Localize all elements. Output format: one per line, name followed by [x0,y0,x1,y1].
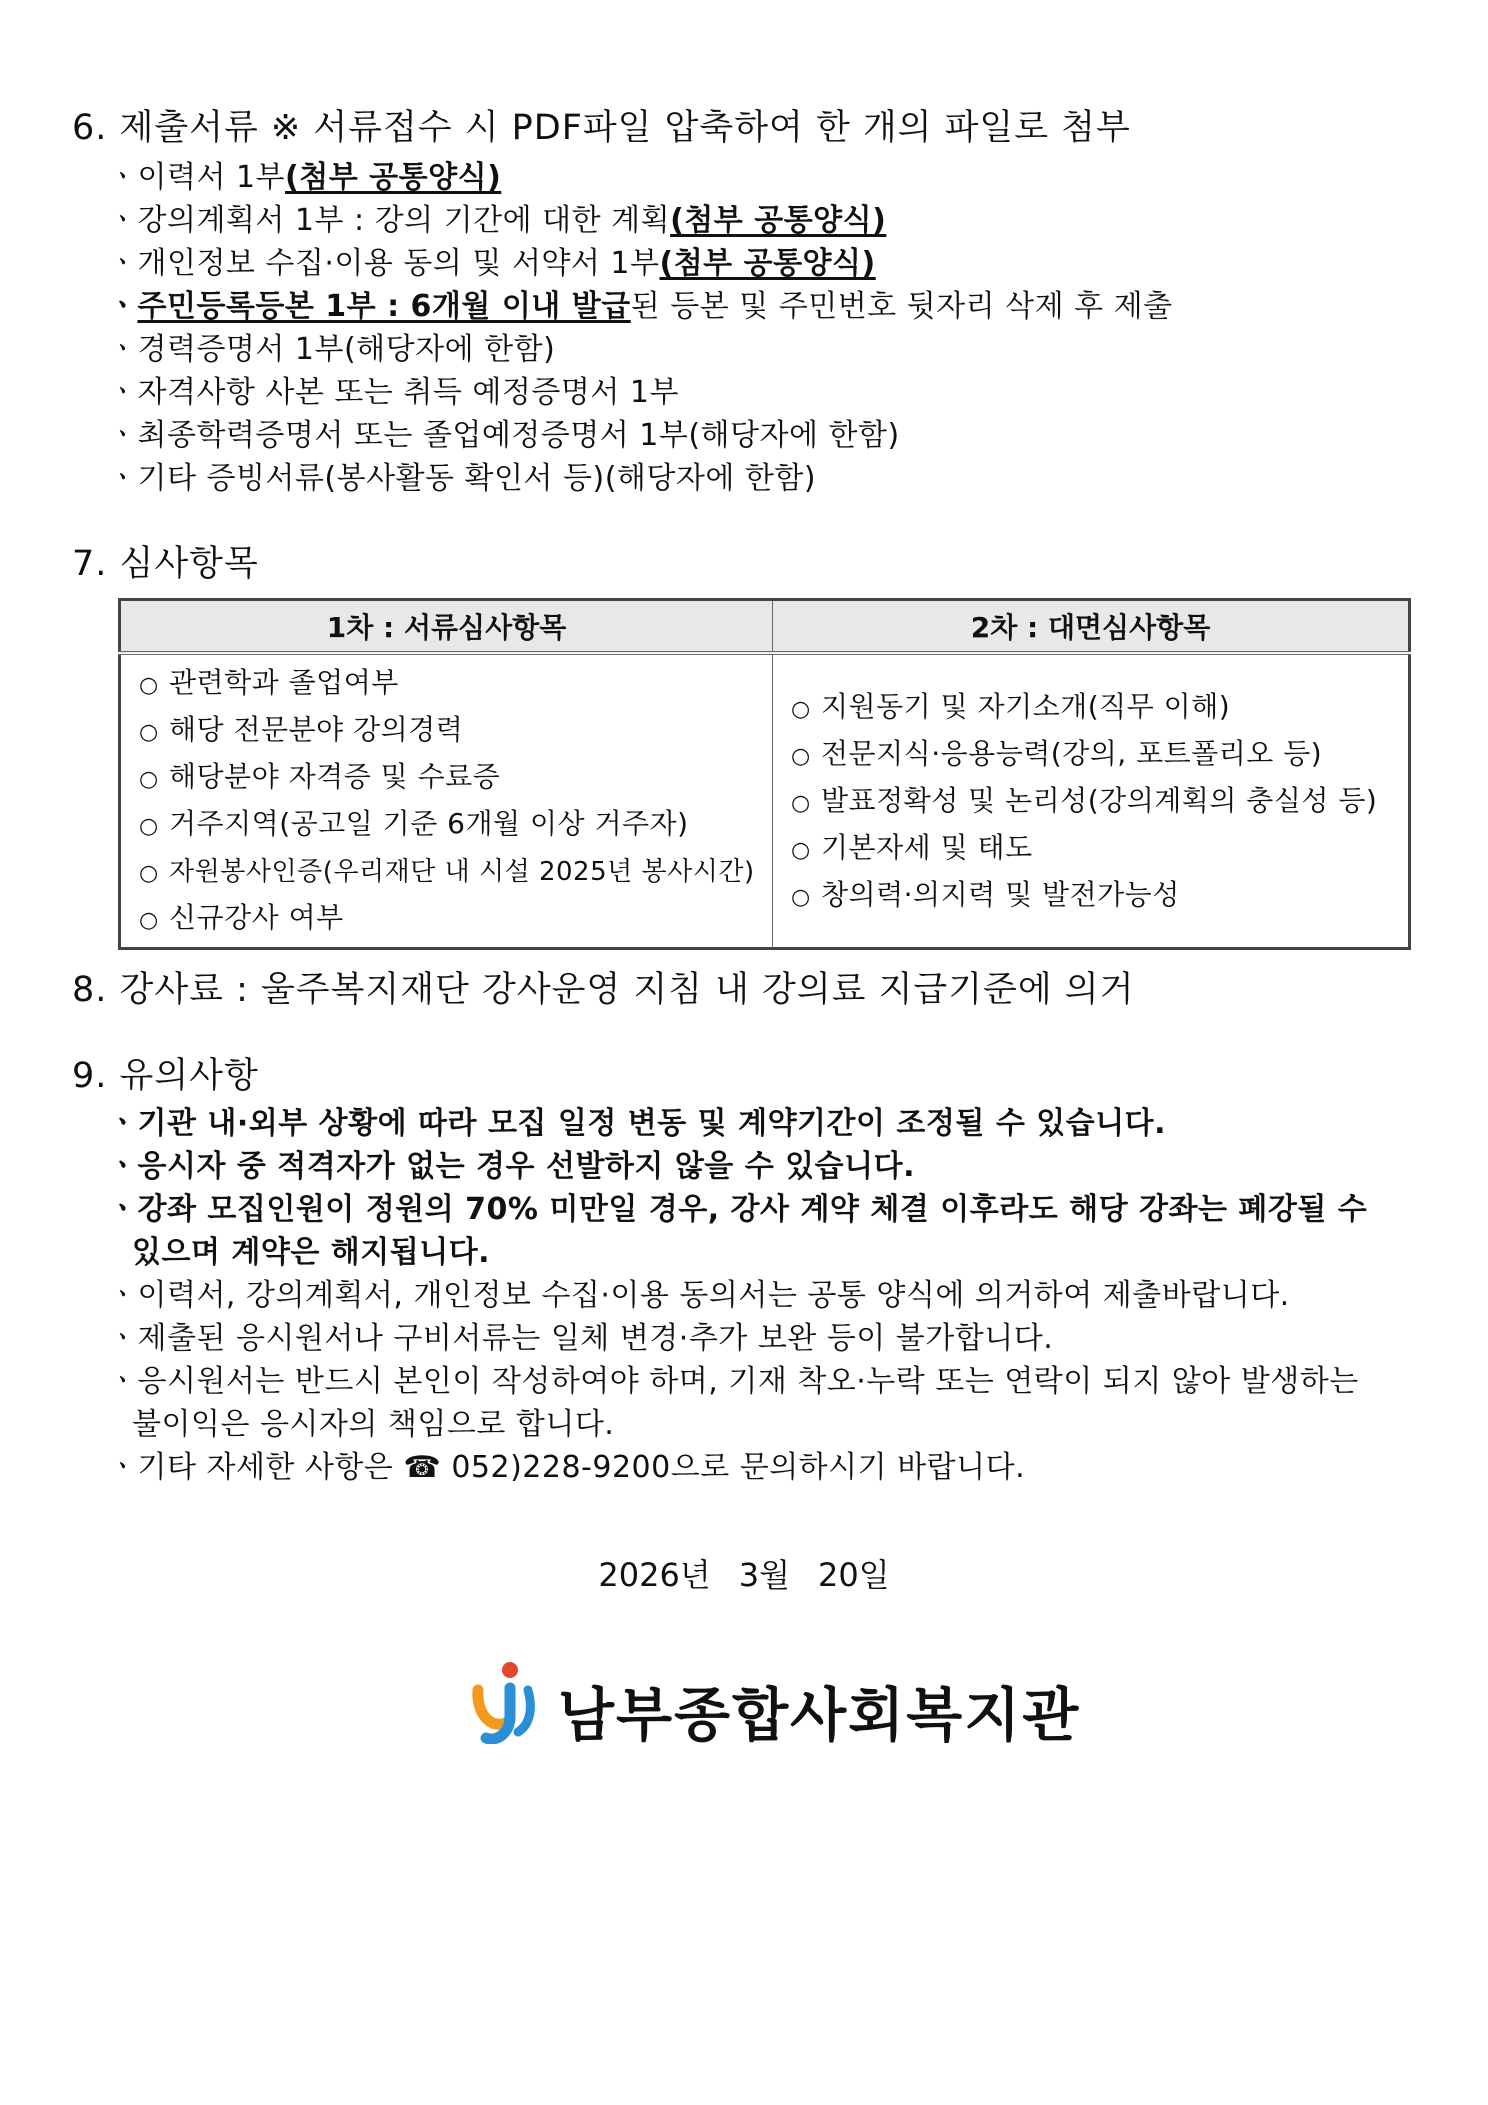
list-item: ㆍ자격사항 사본 또는 취득 예정증명서 1부 [108,375,679,410]
list-item: ㆍ개인정보 수집·이용 동의 및 서약서 1부(첨부 공통양식) [108,246,876,281]
notice-item-continued: 있으며 계약은 해지됩니다. [132,1235,491,1270]
list-item: ㆍ이력서 1부(첨부 공통양식) [108,160,502,195]
list-item: ㆍ경력증명서 1부(해당자에 한함) [108,332,556,367]
table-row: ○ 해당 전문분야 강의경력 [139,708,772,755]
list-item: ㆍ강의계획서 1부 : 강의 기간에 대한 계획(첨부 공통양식) [108,203,887,238]
list-item: ㆍ기타 증빙서류(봉사활동 확인서 등)(해당자에 한함) [108,461,817,496]
table-row: ○ 자원봉사인증(우리재단 내 시설 2025년 봉사시간) [139,849,772,896]
circle-bullet-icon: ○ [139,720,159,745]
circle-bullet-icon: ○ [139,673,159,698]
review-criteria-table [118,598,1411,950]
section-6-title: 6. 제출서류 ※ 서류접수 시 PDF파일 압축하여 한 개의 파일로 첨부 [72,108,1131,148]
circle-bullet-icon: ○ [791,790,811,816]
notice-item: ㆍ응시자 중 적격자가 없는 경우 선발하지 않을 수 있습니다. [108,1149,915,1184]
circle-bullet-icon: ○ [791,837,811,863]
table-row: ○ 지원동기 및 자기소개(직무 이해) [791,685,1408,732]
section-9-title: 9. 유의사항 [72,1056,259,1096]
circle-bullet-icon: ○ [139,908,159,933]
table-row: ○ 해당분야 자격증 및 수료증 [139,755,772,802]
organization-logo [470,1660,1081,1750]
table-row: ○ 신규강사 여부 [139,896,772,943]
circle-bullet-icon: ○ [791,743,811,769]
table-row: ○ 전문지식·응용능력(강의, 포트폴리오 등) [791,732,1408,779]
notice-item-continued: 불이익은 응시자의 책임으로 합니다. [132,1407,615,1442]
circle-bullet-icon: ○ [139,861,159,886]
table-header-document-review: 1차 : 서류심사항목 [120,600,773,654]
notice-item: ㆍ제출된 응시원서나 구비서류는 일체 변경·추가 보완 등이 불가합니다. [108,1321,1054,1356]
circle-bullet-icon: ○ [139,814,159,839]
list-item: ㆍ주민등록등본 1부 : 6개월 이내 발급된 등본 및 주민번호 뒷자리 삭제 후 제출 [108,289,1173,324]
circle-bullet-icon: ○ [791,696,811,722]
table-row: ○ 거주지역(공고일 기준 6개월 이상 거주자) [139,802,772,849]
circle-bullet-icon: ○ [139,767,159,792]
interview-review-cell [773,653,1410,949]
notice-item: ㆍ이력서, 강의계획서, 개인정보 수집·이용 동의서는 공통 양식에 의거하여 제출바랍니다. [108,1278,1290,1313]
section-7-title: 7. 심사항목 [72,544,259,584]
table-header-interview-review: 2차 : 대면심사항목 [773,600,1410,654]
notice-item: ㆍ강좌 모집인원이 정원의 70% 미만일 경우, 강사 계약 체결 이후라도 해당 강좌는 폐강될 수 [108,1192,1368,1227]
list-item: ㆍ최종학력증명서 또는 졸업예정증명서 1부(해당자에 한함) [108,418,900,453]
table-row: ○ 발표정확성 및 논리성(강의계획의 충실성 등) [791,779,1408,826]
welfare-center-logo-icon [470,1660,546,1744]
table-row: ○ 관련학과 졸업여부 [139,661,772,708]
section-8-title: 8. 강사료 : 울주복지재단 강사운영 지침 내 강의료 지급기준에 의거 [72,970,1135,1010]
notice-item: ㆍ응시원서는 반드시 본인이 작성하여야 하며, 기재 착오·누락 또는 연락이 되지 않아 발생하는 [108,1364,1359,1399]
notice-item: ㆍ기관 내·외부 상황에 따라 모집 일정 변동 및 계약기간이 조정될 수 있습니다. [108,1106,1167,1141]
document-review-cell [120,653,773,949]
organization-name: 남부종합사회복지관 [558,1681,1081,1749]
circle-bullet-icon: ○ [791,884,811,910]
notice-item: ㆍ기타 자세한 사항은 ☎ 052)228-9200으로 문의하시기 바랍니다. [108,1450,1026,1485]
table-row: ○ 기본자세 및 태도 [791,826,1408,873]
table-row: ○ 창의력·의지력 및 발전가능성 [791,873,1408,920]
announcement-date: 2026년 3월 20일 [598,1556,890,1594]
